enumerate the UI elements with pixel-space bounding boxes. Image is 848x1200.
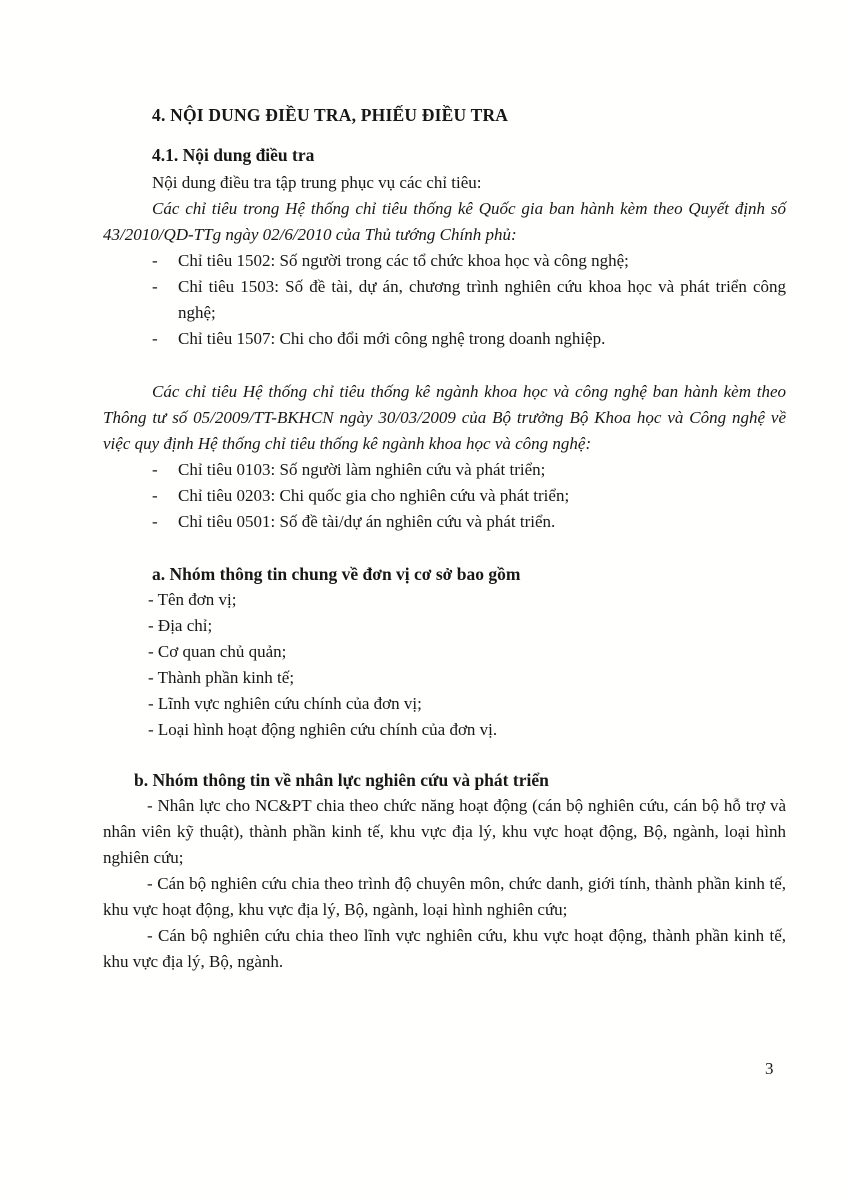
list-item xyxy=(152,248,786,274)
document-title: 4. NỘI DUNG ĐIỀU TRA, PHIẾU ĐIỀU TRA xyxy=(152,105,509,125)
list-item-text: Chỉ tiêu 1503: Số đề tài, dự án, chương trình nghiên cứu khoa học và phát triển công nghệ; xyxy=(178,277,786,322)
group-a-item: - Loại hình hoạt động nghiên cứu chính của đơn vị. xyxy=(148,720,498,739)
group-a-heading: a. Nhóm thông tin chung về đơn vị cơ sở bao gồm xyxy=(152,564,521,584)
group-b-paragraph: - Cán bộ nghiên cứu chia theo lĩnh vực nghiên cứu, khu vực hoạt động, thành phần kinh tế, khu vực địa lý, Bộ, ngành. xyxy=(103,926,786,971)
list-item xyxy=(152,274,786,326)
group-b-paragraph: - Cán bộ nghiên cứu chia theo trình độ chuyên môn, chức danh, giới tính, thành phần kinh tế, khu vực hoạt động, khu vực địa lý, Bộ, ngành, loại hình nghiên cứu; xyxy=(103,874,786,919)
group-a-item: - Cơ quan chủ quản; xyxy=(148,642,287,661)
list-item-text: Chỉ tiêu 0501: Số đề tài/dự án nghiên cứu và phát triển. xyxy=(178,512,556,531)
list-item xyxy=(152,326,786,352)
list-item xyxy=(152,509,786,535)
group-a-item: - Lĩnh vực nghiên cứu chính của đơn vị; xyxy=(148,694,422,713)
group-b-heading: b. Nhóm thông tin về nhân lực nghiên cứu và phát triển xyxy=(134,770,549,790)
group-a-item: - Thành phần kinh tế; xyxy=(148,668,295,687)
list-item-text: Chỉ tiêu 1507: Chi cho đổi mới công nghệ trong doanh nghiệp. xyxy=(178,329,606,348)
list-item xyxy=(152,457,786,483)
document-content xyxy=(103,102,786,975)
list-item-text: Chỉ tiêu 0203: Chi quốc gia cho nghiên cứu và phát triển; xyxy=(178,486,570,505)
list-item-text: Chỉ tiêu 0103: Số người làm nghiên cứu và phát triển; xyxy=(178,460,546,479)
page-number: 3 xyxy=(765,1059,774,1078)
dash-marker: - xyxy=(152,329,158,348)
dash-marker: - xyxy=(152,460,158,479)
dash-marker: - xyxy=(152,251,158,270)
national-indicator-list xyxy=(152,248,786,352)
dash-marker: - xyxy=(152,512,158,531)
dash-marker: - xyxy=(152,486,158,505)
group-b-paragraph: - Nhân lực cho NC&PT chia theo chức năng hoạt động (cán bộ nghiên cứu, cán bộ hỗ trợ và nhân viên kỹ thuật), thành phần kinh tế, khu vực địa lý, khu vực hoạt động, Bộ, ngành, loại hình nghiên cứu; xyxy=(103,796,786,867)
dash-marker: - xyxy=(152,277,158,296)
section-4-1-heading: 4.1. Nội dung điều tra xyxy=(152,145,315,165)
sector-indicator-list xyxy=(152,457,786,535)
intro-text: Nội dung điều tra tập trung phục vụ các chỉ tiêu: xyxy=(152,173,482,192)
list-item-text: Chỉ tiêu 1502: Số người trong các tổ chức khoa học và công nghệ; xyxy=(178,251,629,270)
group-a-item: - Địa chỉ; xyxy=(148,616,213,635)
group-a-item: - Tên đơn vị; xyxy=(148,590,237,609)
sector-indicators-paragraph: Các chỉ tiêu Hệ thống chỉ tiêu thống kê ngành khoa học và công nghệ ban hành kèm theo Thông tư số 05/2009/TT-BKHCN ngày 30/03/2009 của Bộ trưởng Bộ Khoa học và Công nghệ về việc quy định Hệ thống chỉ tiêu thống kê ngành khoa học và công nghệ: xyxy=(103,382,786,453)
list-item xyxy=(152,483,786,509)
national-indicators-paragraph: Các chỉ tiêu trong Hệ thống chỉ tiêu thống kê Quốc gia ban hành kèm theo Quyết định số 43/2010/QD-TTg ngày 02/6/2010 của Thủ tướng Chính phủ: xyxy=(103,199,786,244)
